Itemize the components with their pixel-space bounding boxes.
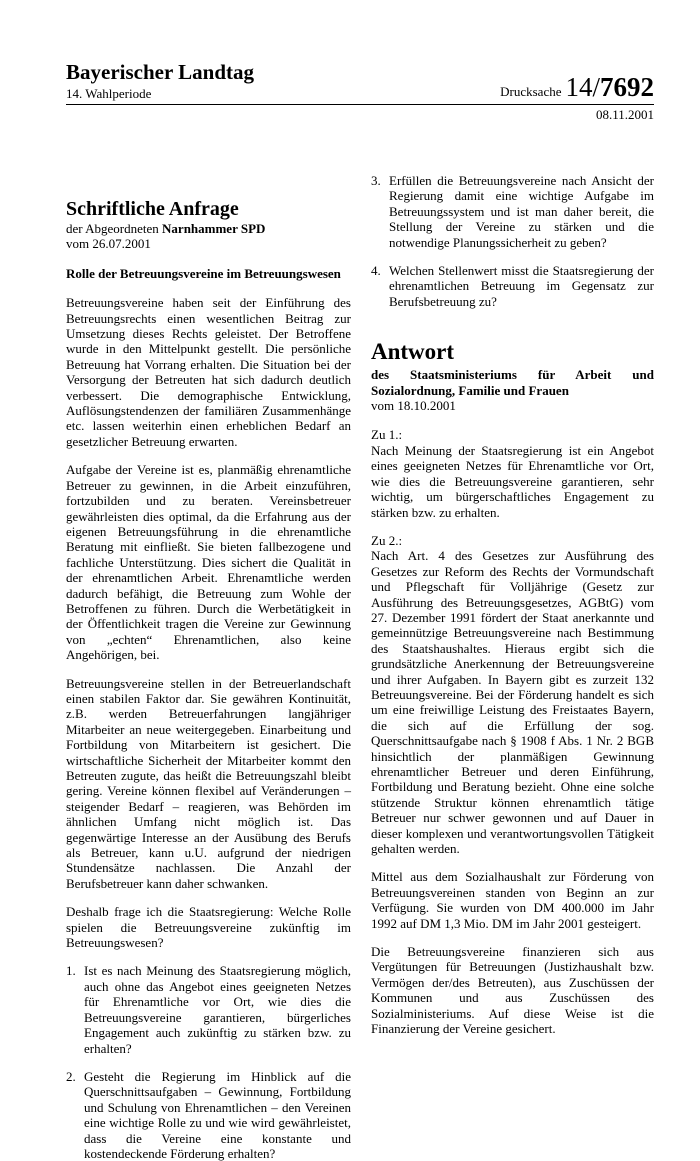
antwort-heading: Antwort: [371, 339, 455, 365]
anfrage-author: [66, 221, 351, 236]
anfrage-paragraph: Betreuungsvereine stellen in der Betreuerlandschaft einen stabilen Faktor dar. Sie gewähren Kontinuität, z.B. werden Betreuerfahrungen langjähriger Mitarbeiter an neue weitergegeben. Einarbeitung und Fortbildung von Mitarbeitern ist gesichert. Die wirtschaftliche Sicherheit der Mitarbeiter kommt den Betreuten zugute, das heißt die Betreuungszahl bleibt gering. Vereine können flexibel auf Veränderungen – steigender Bedarf – reagieren, was Behörden im ähnlichen Umfang nicht möglich ist. Das gegenwärtige Interesse an der Ausübung des Berufs als Betreuer, kann u.U. aufgrund der niedrigen Stundensätze nachlassen. Die Anzahl der Berufsbetreuer kann daher schwanken.: [66, 675, 351, 891]
anfrage-paragraph: Betreuungsvereine haben seit der Einführung des Betreuungsrechts einen wesentlichen Beitrag zur Umsetzung dieses Rechts geleistet. Der Betroffene wurde in den Mittelpunkt gestellt. Die persönliche Betreuung hat Vorrang erhalten. Die Situation bei der Versorgung der Betreuten hat sich dadurch deutlich verbessert. Die demographische Entwicklung, Auflösungstendenzen der familiären Zusammenhänge etc. lassen weiterhin einen erheblichen Bedarf an gesetzlicher Betreuung erwarten.: [66, 295, 351, 449]
right-column: [371, 173, 654, 1037]
answer-label: Zu 1.:: [371, 427, 403, 443]
question-number: 1.: [66, 963, 76, 979]
antwort-date: vom 18.10.2001: [371, 398, 456, 414]
question-number: 3.: [371, 173, 381, 188]
anfrage-topic: Rolle der Betreuungsvereine im Betreuungswesen: [66, 265, 341, 281]
antwort-paragraph: Mittel aus dem Sozialhaushalt zur Förderung von Betreuungsvereinen standen von Beginn an zur Verfügung. Sie wurden von DM 400.000 im Jahr 1992 auf DM 1,3 Mio. DM im Jahr 2001 gesteigert.: [371, 869, 654, 931]
question-number: 2.: [66, 1068, 76, 1084]
question-list: [66, 963, 351, 1161]
header-divider: [66, 104, 654, 105]
document-date: 08.11.2001: [595, 107, 654, 122]
question-item: [371, 173, 654, 250]
answer-label: Zu 2.:: [371, 532, 403, 548]
question-text: Welchen Stellenwert misst die Staatsregierung der ehrenamtlichen Betreuung im Gegensatz zur Berufsbetreuung zu?: [389, 263, 654, 309]
left-column: [66, 198, 351, 1161]
question-item: [66, 963, 351, 1055]
question-text: Gesteht die Regierung im Hinblick auf die Querschnittsaufgaben – Gewinnung, Fortbildung und Schulung von Ehrenamtlichen – den Vereinen eine wichtige Rolle zu und wie wird gewährleistet, dass die Vereine eine konstante und kostendeckende Förderung erhalten?: [84, 1068, 351, 1161]
question-item: [371, 263, 654, 309]
drucksache-id: 7692: [600, 72, 654, 102]
parliament-title: Bayerischer Landtag: [66, 60, 255, 84]
anfrage-date: vom 26.07.2001: [66, 236, 151, 252]
anfrage-paragraph: Aufgabe der Vereine ist es, planmäßig ehrenamtliche Betreuer zu gewinnen, in die Arbeit einzuführen, fortzubilden und zu beraten. Vereinsbetreuer gewährleisten dies optimal, da die Erfahrung aus der eigenen Betreuungsführung in die ehrenamtliche Beratung mit einfließt. Sie bieten fallbezogene und fachliche Unterstützung. Dies sichert die Qualität in der ehrenamtlichen Arbeit. Ehrenamtliche werden dadurch befähigt, die Betreuung zum Wohle der Betroffenen zu führen. Durch die Werbetätigkeit in der Öffentlichkeit tragen die Vereine zur Gewinnung von „echten“ Ehrenamtlichen, also keine Angehörigen, bei.: [66, 462, 351, 663]
anfrage-question-intro: Deshalb frage ich die Staatsregierung: Welche Rolle spielen die Betreuungsvereine zukünftig im Betreuungswesen?: [66, 904, 351, 951]
question-list-continued: [371, 173, 654, 309]
drucksache-number: [500, 72, 654, 103]
anfrage-heading: Schriftliche Anfrage: [66, 198, 239, 220]
legislative-period: 14. Wahlperiode: [66, 86, 152, 101]
question-number: 4.: [371, 263, 381, 279]
author-prefix: der Abgeordneten: [66, 221, 159, 236]
question-item: [66, 1069, 351, 1161]
author-name: Narnhammer SPD: [162, 221, 266, 236]
question-text: Ist es nach Meinung des Staatsregierung möglich, auch ohne das Angebot eines geeigneten Netzes für Ehrenamtliche vor Ort, wie dies die Betreuungsvereine garantieren, bürgerliches Engagement auch zukünftig zu stärken bzw. zu erhalten?: [84, 963, 351, 1056]
drucksache-prefix: 14/: [565, 72, 600, 102]
drucksache-label: Drucksache: [500, 84, 562, 99]
antwort-paragraph: Die Betreuungsvereine finanzieren sich aus Vergütungen für Betreuungen (Justizhaushalt bzw. Vermögen der/des Betreuten), aus Zuschüssen der Kommunen und aus Zuschüssen des Sozialministeriums. Auf diese Weise ist die Finanzierung der Vereine gesichert.: [371, 944, 654, 1037]
answer-text: Nach Meinung der Staatsregierung ist ein Angebot eines geeigneten Netzes für Ehrenamtliche vor Ort, wie dies die Betreuungsvereine garantieren, sehr wichtig, um bürgerschaftliches Engagement zu stärken bzw. zu erhalten.: [371, 442, 654, 520]
antwort-source: des Staatsministeriums für Arbeit und Sozialordnung, Familie und Frauen: [371, 367, 654, 398]
question-text: Erfüllen die Betreuungsvereine nach Ansicht der Regierung damit eine wichtige Aufgabe im Betreuungssystem und ist man daher bereit, die Stellung der Vereine zu stärken und die notwendige Planungssicherheit zu geben?: [389, 173, 654, 250]
answer-text: Nach Art. 4 des Gesetzes zur Ausführung des Gesetzes zur Reform des Rechts der Vormundschaft und Pflegschaft für Volljährige (Gesetz zur Ausführung des Betreuungsgesetzes, AGBtG) vom 27. Dezember 1991 fördert der Staat anerkannte und gemeinnützige Betreuungsvereine nach Bestimmung des Staatshaushaltes. Hieraus ergibt sich die grundsätzliche Anerkennung der Betreuungsvereine und ihrer Aufgaben. In Bayern gibt es zurzeit 132 Betreuungsvereine. Bei der Förderung handelt es sich um eine freiwillige Leistung des Freistaates Bayern, die sich auf die Erfüllung der sog. Querschnittsaufgabe nach § 1908 f Abs. 1 Nr. 2 BGB hinsichtlich der planmäßigen Gewinnung ehrenamtlicher Betreuer und deren Einführung, Fortbildung und Beratung bezieht. Ohne eine solche stützende Struktur können ehrenamtlich tätige Betreuer nur schwer gewonnen und auf Dauer in dieser komplexen und verantwortungsvollen Tätigkeit gehalten werden.: [371, 548, 654, 857]
